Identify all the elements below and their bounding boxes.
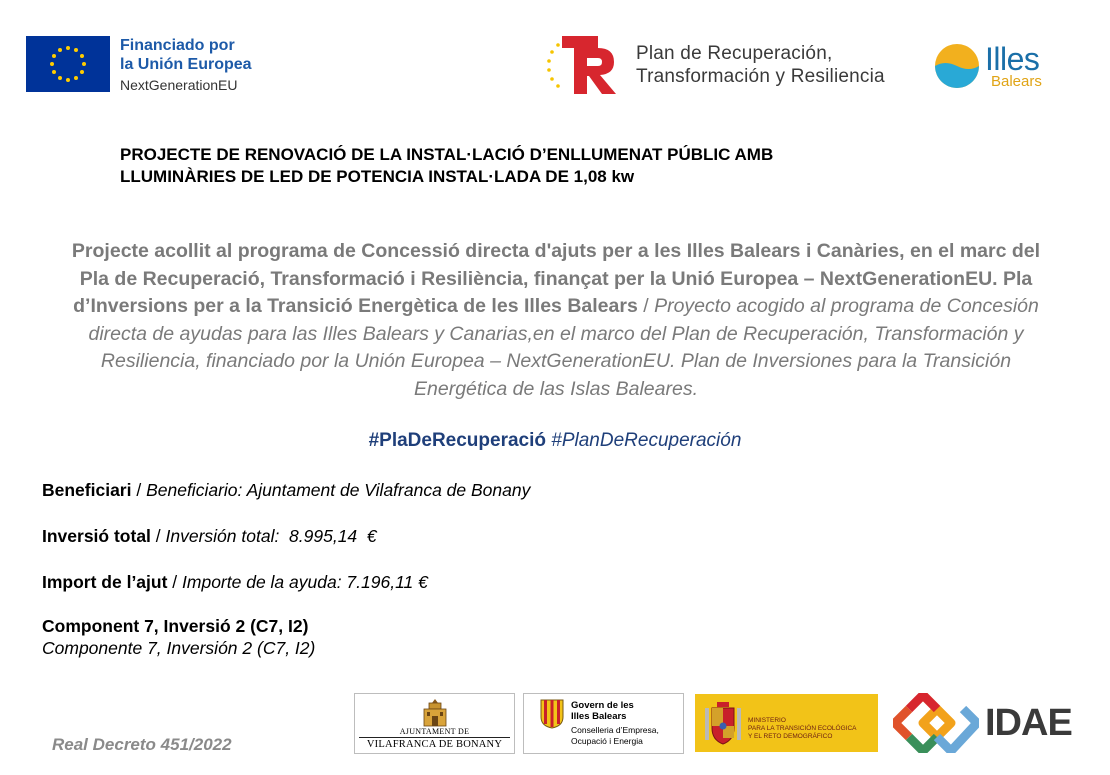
recovery-plan-logo [546, 34, 885, 96]
illes-logo-title: Illes [985, 41, 1040, 77]
govern-line1: Govern de les [571, 700, 634, 711]
program-description [60, 238, 1052, 404]
project-title-line1: PROJECTE DE RENOVACIÓ DE LA INSTAL·LACIÓ D’ENLLUMENAT PÚBLIC AMB [120, 145, 774, 164]
tr-mark-icon [546, 34, 620, 96]
govern-illes-balears-logo [523, 693, 684, 754]
hashtags [0, 430, 1110, 452]
town-hall-icon [419, 698, 451, 728]
illes-logo-subtitle: Balears [991, 73, 1042, 90]
ministerio-logo [695, 694, 878, 752]
ministerio-line2: PARA LA TRANSICIÓN ECOLÓGICA [748, 725, 857, 732]
eu-flag-icon [26, 36, 110, 92]
aid-value: Importe de la ayuda: 7.196,11 € [182, 572, 428, 592]
program-separator: / [637, 295, 655, 318]
govern-line3: Conselleria d’Empresa, [571, 725, 659, 735]
project-title-line2: LLUMINÀRIES DE LED DE POTENCIA INSTAL·LADA DE 1,08 kw [120, 167, 635, 186]
hashtag-catalan: #PlaDeRecuperació [368, 430, 546, 451]
hashtag-spanish: #PlanDeRecuperación [551, 430, 742, 451]
ajuntament-line1: AJUNTAMENT DE [399, 727, 470, 736]
component-value: Componente 7, Inversión 2 (C7, I2) [42, 638, 316, 658]
investment-row [42, 525, 377, 547]
ajuntament-logo [354, 693, 515, 754]
beneficiary-row [42, 479, 530, 501]
program-description-catalan: Projecte acollit al programa de Concessió directa d'ajuts per a les Illes Balears i Canàries, en el marc del Pla de Recuperació, Transformació i Resiliència, finançat per la Unió Europea – NextGenerationEU. Pla d’Inversions per a la Transició Energètica de les Illes Balears [71, 240, 1041, 318]
idae-wordmark: IDAE [985, 701, 1072, 744]
illes-balears-logo [933, 42, 1042, 90]
aid-label: Import de l’ajut [42, 572, 168, 592]
aid-row [42, 571, 428, 593]
idae-logo [893, 693, 1072, 753]
ministerio-line3: Y EL RETO DEMOGRÁFICO [748, 733, 833, 740]
eu-logo-line1: Financiado por [120, 37, 235, 54]
eu-logo-line2: la Unión Europea [120, 56, 252, 73]
beneficiary-label: Beneficiari [42, 480, 132, 500]
beneficiary-separator: / [131, 480, 147, 500]
investment-value: Inversión total: 8.995,14 € [165, 526, 377, 546]
eu-logo-line3: NextGenerationEU [120, 77, 238, 93]
component-label: Component 7, Inversió 2 (C7, I2) [42, 616, 309, 636]
aid-separator: / [167, 572, 183, 592]
investment-separator: / [150, 526, 166, 546]
ajuntament-line2: VILAFRANCA DE BONANY [359, 737, 510, 750]
recovery-plan-line1: Plan de Recuperación, [636, 43, 833, 64]
project-title [120, 144, 920, 188]
govern-line2: Illes Balears [571, 711, 627, 722]
spain-coat-of-arms-icon [703, 700, 743, 746]
beneficiary-value: Beneficiario: Ajuntament de Vilafranca de Bonany [146, 480, 531, 500]
sun-sea-icon [933, 42, 981, 90]
royal-decree: Real Decreto 451/2022 [52, 735, 232, 754]
balearic-shield-icon [540, 699, 564, 729]
eu-funding-logo [26, 36, 252, 95]
component-row [42, 615, 315, 659]
recovery-plan-line2: Transformación y Resiliencia [636, 66, 885, 87]
idae-mark-icon [893, 693, 979, 753]
program-description-spanish: Proyecto acogido al programa de Concesión directa de ayudas para las Illes Balears y Canarias,en el marco del Plan de Recuperación, Transformación y Resiliencia, financiado por la Unión Europea – NextGenerationEU. Plan de Inversiones para la Transición Energética de las Islas Baleares. [88, 295, 1039, 400]
govern-line4: Ocupació i Energia [571, 736, 643, 746]
ministerio-line1: MINISTERIO [748, 717, 786, 724]
investment-label: Inversió total [42, 526, 151, 546]
